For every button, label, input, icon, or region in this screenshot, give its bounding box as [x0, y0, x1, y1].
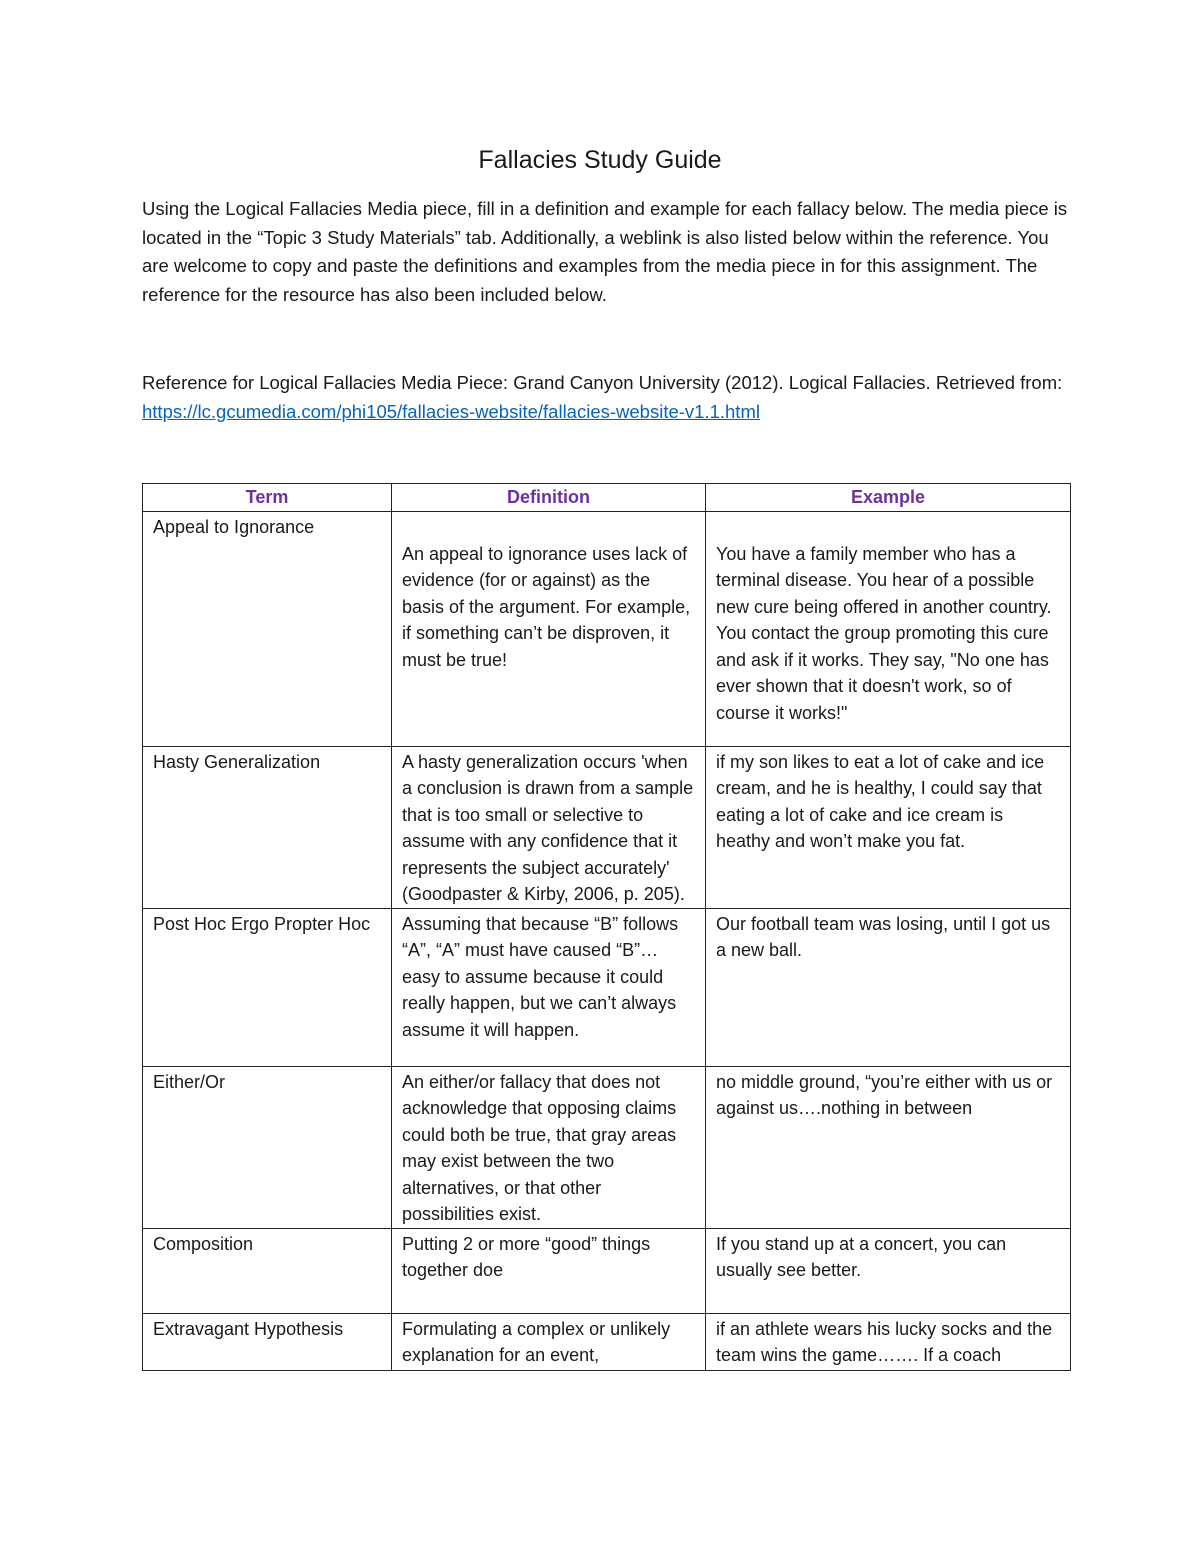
example-cell: If you stand up at a concert, you can usually see better.: [706, 1228, 1071, 1313]
example-cell: if my son likes to eat a lot of cake and ice cream, and he is healthy, I could say that eating a lot of cake and ice cream is heathy and won’t make you fat.: [706, 746, 1071, 908]
header-definition: Definition: [392, 484, 706, 512]
definition-cell: Formulating a complex or unlikely explanation for an event,: [392, 1313, 706, 1370]
example-cell: if an athlete wears his lucky socks and the team wins the game……. If a coach: [706, 1313, 1071, 1370]
example-cell: no middle ground, “you’re either with us or against us….nothing in between: [706, 1066, 1071, 1228]
term-cell: Either/Or: [143, 1066, 392, 1228]
table-row: [143, 512, 1071, 747]
term-cell: Appeal to Ignorance: [143, 512, 392, 747]
term-cell: Extravagant Hypothesis: [143, 1313, 392, 1370]
example-cell: Our football team was losing, until I got us a new ball.: [706, 908, 1071, 1066]
table-row: [143, 746, 1071, 908]
table-row: [143, 1066, 1071, 1228]
definition-cell: Putting 2 or more “good” things together doe: [392, 1228, 706, 1313]
definition-cell: Assuming that because “B” follows “A”, “A” must have caused “B”…easy to assume because it could really happen, but we can’t always assume it will happen.: [392, 908, 706, 1066]
table-row: [143, 908, 1071, 1066]
definition-cell: An appeal to ignorance uses lack of evidence (for or against) as the basis of the argument. For example, if something can’t be disproven, it must be true!: [392, 512, 706, 747]
table-row: [143, 1228, 1071, 1313]
table-header-row: [143, 484, 1071, 512]
reference-text: Reference for Logical Fallacies Media Piece: Grand Canyon University (2012). Logical Fallacies. Retrieved from:: [142, 372, 1063, 393]
header-term: Term: [143, 484, 392, 512]
fallacies-table: [142, 483, 1071, 1371]
instructions-paragraph: Using the Logical Fallacies Media piece, fill in a definition and example for each fallacy below. The media piece is located in the “Topic 3 Study Materials” tab. Additionally, a weblink is also listed below within the reference. You are welcome to copy and paste the definitions and examples from the media piece in for this assignment. The reference for the resource has also been included below.: [142, 198, 1068, 305]
header-example: Example: [706, 484, 1071, 512]
reference-link[interactable]: https://lc.gcumedia.com/phi105/fallacies-website/fallacies-website-v1.1.html: [142, 400, 760, 422]
table-row: [143, 1313, 1071, 1370]
term-cell: Composition: [143, 1228, 392, 1313]
example-cell: You have a family member who has a terminal disease. You hear of a possible new cure being offered in another country. You contact the group promoting this cure and ask if it works. They say, "No one has ever shown that it doesn't work, so of course it works!": [706, 512, 1071, 747]
definition-cell: A hasty generalization occurs 'when a conclusion is drawn from a sample that is too small or selective to assume with any confidence that it represents the subject accurately' (Goodpaster & Kirby, 2006, p. 205).: [392, 746, 706, 908]
definition-cell: An either/or fallacy that does not acknowledge that opposing claims could both be true, that gray areas may exist between the two alternatives, or that other possibilities exist.: [392, 1066, 706, 1228]
reference-paragraph: [142, 369, 1072, 426]
term-cell: Post Hoc Ergo Propter Hoc: [143, 908, 392, 1066]
term-cell: Hasty Generalization: [143, 746, 392, 908]
page-title: Fallacies Study Guide: [478, 146, 722, 174]
